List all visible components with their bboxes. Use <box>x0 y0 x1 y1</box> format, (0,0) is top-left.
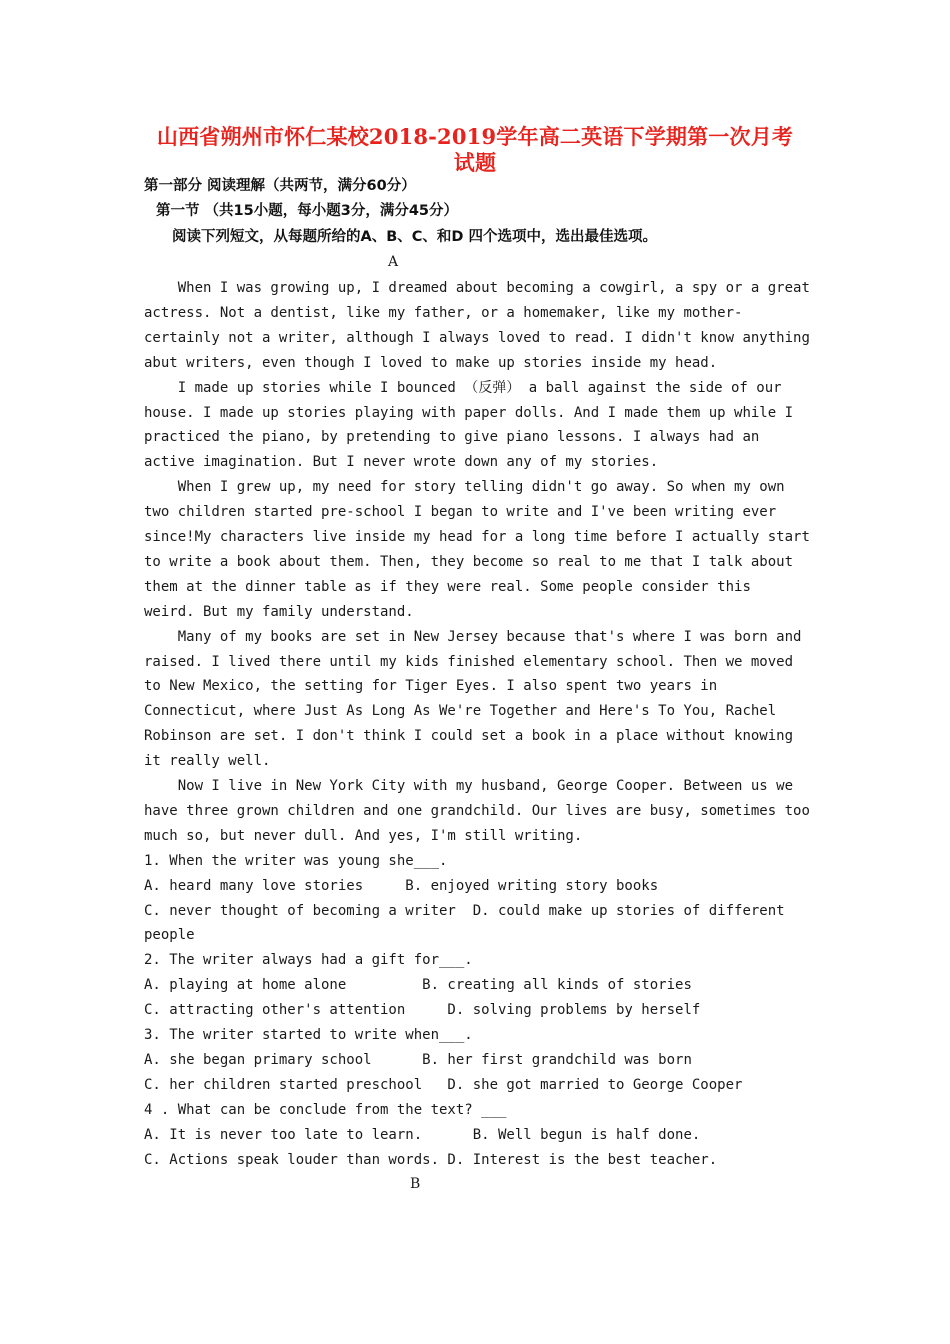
question-line: people <box>144 927 195 944</box>
passage-line: When I grew up, my need for story telling didn't go away. So when my own <box>144 479 785 496</box>
question-line: 1. When the writer was young she___. <box>144 852 448 869</box>
passage-line: Many of my books are set in New Jersey because that's where I was born and <box>144 628 802 645</box>
passage-line: Connecticut, where Just As Long As We're Together and Here's To You, Rachel <box>144 703 777 720</box>
question-line: C. her children started preschool D. she got married to George Cooper <box>144 1076 743 1093</box>
passage-line: practiced the piano, by pretending to give piano lessons. I always had an <box>144 429 760 446</box>
part-heading: 第一部分 阅读理解（共两节，满分60分） <box>144 178 416 194</box>
passage-a-label: A <box>388 254 399 270</box>
passage-line: two children started pre-school I began to write and I've been writing ever <box>144 504 777 521</box>
passage-line: certainly not a writer, although I always loved to read. I didn't know anything <box>144 329 810 346</box>
passage-line: to write a book about them. Then, they become so real to me that I talk about <box>144 553 794 570</box>
question-line: A. playing at home alone B. creating all kinds of stories <box>144 977 692 994</box>
passage-line: Now I live in New York City with my husband, George Cooper. Between us we <box>144 778 794 794</box>
passage-line: I made up stories while I bounced （反弹） a ball against the side of our <box>144 379 782 396</box>
passage-line: active imagination. But I never wrote down any of my stories. <box>144 454 659 471</box>
passage-line: raised. I lived there until my kids finished elementary school. Then we moved <box>144 653 794 670</box>
passage-line: much so, but never dull. And yes, I'm still writing. <box>144 827 583 844</box>
question-line: C. never thought of becoming a writer D. could make up stories of different <box>144 902 785 919</box>
question-line: A. heard many love stories B. enjoyed writing story books <box>144 877 659 894</box>
passage-line: actress. Not a dentist, like my father, or a homemaker, like my mother- <box>144 304 743 321</box>
passage-line: When I was growing up, I dreamed about becoming a cowgirl, a spy or a great <box>144 280 810 296</box>
question-line: 3. The writer started to write when___. <box>144 1027 473 1043</box>
instructions: 阅读下列短文，从每题所给的A、B、C、和D 四个选项中，选出最佳选项。 <box>172 229 657 245</box>
document-title-continued: 试题 <box>453 150 497 175</box>
section-heading: 第一节 （共15小题，每小题3分，满分45分） <box>156 203 458 219</box>
passage-line: weird. But my family understand. <box>144 603 414 620</box>
question-line: 2. The writer always had a gift for___. <box>144 952 473 969</box>
question-line: A. she began primary school B. her first grandchild was born <box>144 1051 692 1068</box>
question-line: 4 . What can be conclude from the text? ___ <box>144 1101 507 1118</box>
passage-line: house. I made up stories playing with paper dolls. And I made them up while I <box>144 404 794 421</box>
passage-line: Robinson are set. I don't think I could set a book in a place without knowing <box>144 728 794 745</box>
passage-line: have three grown children and one grandchild. Our lives are busy, sometimes too <box>144 802 810 819</box>
document-title: 山西省朔州市怀仁某校2018-2019学年高二英语下学期第一次月考 <box>156 124 794 149</box>
question-line: C. attracting other's attention D. solving problems by herself <box>144 1002 701 1019</box>
passage-line: since!My characters live inside my head for a long time before I actually start <box>144 529 810 545</box>
passage-line: to New Mexico, the setting for Tiger Eyes. I also spent two years in <box>144 678 718 695</box>
passage-line: them at the dinner table as if they were real. Some people consider this <box>144 578 751 595</box>
question-line: A. It is never too late to learn. B. Well begun is half done. <box>144 1126 701 1143</box>
passage-line: it really well. <box>144 753 271 770</box>
passage-line: abut writers, even though I loved to make up stories inside my head. <box>144 354 718 371</box>
question-line: C. Actions speak louder than words. D. Interest is the best teacher. <box>144 1151 718 1168</box>
passage-b-label: B <box>410 1176 421 1192</box>
